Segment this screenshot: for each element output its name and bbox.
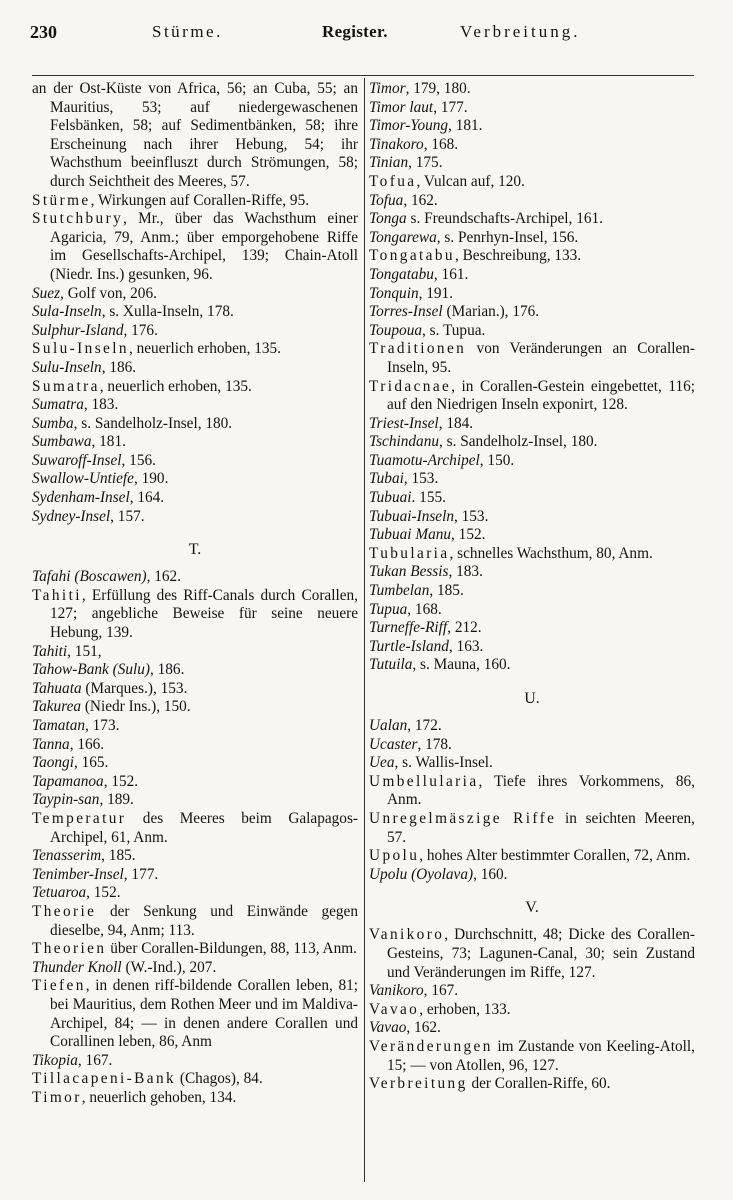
index-term: Sulu-Inseln [32,340,129,358]
right-index-column [369,80,695,1094]
index-references: , 184. [438,414,474,432]
index-references: , erhoben, 133. [419,1000,511,1018]
index-references: , 177. [433,98,468,116]
index-term: Vavao [369,1000,420,1018]
index-references: (Niedr Ins.), 150. [81,698,191,716]
index-term: Tafahi (Boscawen) [32,568,147,586]
index-references: , 167. [77,1051,113,1069]
index-term: Vanikoro [369,982,424,1000]
index-references: , 152. [103,772,139,790]
index-term: Tubuai [369,489,412,507]
index-references: , in denen riff-bildende Corallen leben, 81; bei Mauritius, dem Rothen Meer und im Maldiva-Archipel, 84; — in denen andere Corallen und Corallinen leben, 86, Anm [50,977,358,1051]
index-term: Tahiti [32,586,82,604]
index-term: Tiefen [32,977,86,995]
index-entry [369,117,695,136]
index-term: Swallow-Untiefe [32,470,134,488]
index-references: , 162. [406,1019,441,1037]
index-term: Tukan Bessis [369,563,449,581]
index-entry [369,378,695,415]
index-references: (Marian.), 176. [442,303,540,321]
index-references: , 166. [69,735,105,753]
index-references: , 153. [453,507,489,525]
index-term: Upolu (Oyolava) [369,865,474,883]
index-references: , 165. [73,754,109,772]
index-term: Tschindanu [369,433,439,451]
index-entry [369,982,695,1001]
index-term: Tonquin [369,284,419,302]
index-references: , 183. [83,396,119,414]
index-references: , 178. [417,735,452,753]
index-entry [369,173,695,192]
index-term: Timor-Young [369,117,449,135]
index-term: Timor laut [369,98,434,116]
index-entry [369,545,695,564]
index-references: , 190. [133,470,169,488]
index-entry [32,717,358,736]
index-term: Ucaster [369,735,418,753]
index-term: Sulu-Inseln [32,358,102,376]
index-references: (Marques.), 153. [81,679,188,697]
index-entry [32,1070,358,1089]
index-entry [32,303,358,322]
index-entry [32,359,358,378]
index-references: , 175. [408,154,443,172]
index-entry [369,99,695,118]
index-term: Sumatra [32,377,100,395]
header-center-title: Register. [322,22,388,41]
index-references: , 177. [123,865,159,883]
index-term: Timor [369,80,406,97]
index-entry [369,433,695,452]
index-term: Tillacapeni-Bank [32,1070,177,1088]
left-index-column [32,80,358,1107]
index-references: , schnelles Wachsthum, 80, Anm. [449,544,653,562]
index-entry [32,866,358,885]
index-term: Tahow-Bank (Sulu) [32,661,150,679]
index-term: Sumatra [32,396,84,414]
index-references: im Zustande von Keeling-Atoll, 15; — von Atollen, 96, 127. [387,1037,695,1074]
index-term: Sulphur-Island [32,321,124,339]
index-references: , 185. [101,847,136,865]
index-references: , neuerlich erhoben, 135. [128,340,282,358]
index-term: Theorien [32,940,107,958]
index-references: , Golf von, 206. [60,284,157,302]
index-term: Tonga [369,210,407,228]
index-term: Tubularia [369,544,450,562]
index-entry [369,192,695,211]
index-entry [369,210,695,229]
index-references: s. Freundschafts-Archipel, 161. [406,210,603,228]
index-references: , 157. [110,507,145,525]
index-term: Sula-Inseln [32,303,102,321]
index-entry [369,80,695,99]
index-term: Tahuata [32,679,82,697]
index-references: , 172. [407,717,442,734]
index-references: (W.-Ind.), 207. [121,958,217,976]
index-references: . 155. [411,489,446,507]
index-references: , 191. [418,284,454,302]
index-references: , Tiefe ihres Vorkommens, 86, Anm. [387,772,695,809]
index-entry [369,1038,695,1075]
header-left-title: Stürme. [152,22,223,41]
index-term: Tofua [369,172,417,190]
index-term: Tutuila [369,656,413,674]
index-entry [369,322,695,341]
index-entry [32,568,358,587]
index-references: , 156. [121,451,156,469]
index-entry [369,619,695,638]
index-entry [32,791,358,810]
index-term: Turneffe-Riff [369,619,448,637]
index-entry [32,940,358,959]
index-references: , 183. [448,563,483,581]
index-term: Tubuai-Inseln [369,507,454,525]
index-entry [32,1052,358,1071]
page-number: 230 [30,22,57,42]
index-references: , Mr., über das Wachsthum einer Agaricia, 79, Anm.; über emporgehobene Riffe im Gesellschafts-Archipel, 139; Chain-Atoll (Niedr. Ins.) gesunken, 96. [50,210,358,283]
section-letter: T. [188,541,202,559]
index-term: Theorie [32,902,97,920]
index-term: Tinian [369,154,409,172]
index-entry [369,285,695,304]
index-entry [32,489,358,508]
index-term: Sydney-Insel [32,507,111,525]
index-term: Tenimber-Insel [32,865,124,883]
index-term: Torres-Insel [369,303,443,321]
index-term: Tongarewa [369,228,437,246]
running-header [30,22,710,52]
index-references: , 162. [146,568,182,586]
index-references: von Veränderungen an Corallen-Inseln, 95. [387,340,695,376]
index-references: , 168. [423,135,459,153]
index-term: Thunder Knoll [32,958,122,976]
index-entry [369,415,695,434]
index-entry [369,154,695,173]
index-references: , 163. [448,637,484,655]
index-entry [369,866,695,885]
index-entry [32,470,358,489]
index-term: Vanikoro [369,926,445,944]
index-references: , 186. [149,661,185,679]
index-entry [369,656,695,675]
index-term: Stürme [32,191,91,209]
index-references: , 161. [433,265,469,283]
index-entry [369,810,695,847]
index-entry [369,508,695,527]
index-references: , 173. [85,717,120,734]
index-entry [32,508,358,527]
index-entry [369,736,695,755]
index-term: Stutchbury [32,210,124,228]
index-entry [32,452,358,471]
index-references: , s. Tupua. [422,321,486,339]
index-entry [32,322,358,341]
index-references: , neuerlich erhoben, 135. [99,377,252,395]
index-term: Tumbelan [369,582,430,600]
index-term: Traditionen [369,340,467,358]
index-entry [32,340,358,359]
index-references: , s. Sandelholz-Insel, 180. [73,414,233,432]
index-entry [369,1019,695,1038]
index-term: Turtle-Island [369,637,449,655]
index-references: , 150. [479,451,515,469]
index-term: Tridacnae [369,377,452,395]
index-references: , 176. [123,321,158,339]
index-references: , neuerlich gehoben, 134. [81,1088,237,1106]
index-term: Tongatabu [369,247,455,265]
index-entry [369,638,695,657]
index-references: , 153. [403,470,439,488]
index-term: Tapamanoa [32,772,104,790]
index-term: Vavao [369,1019,407,1037]
index-references: an der Ost-Küste von Africa, 56; an Cuba, 55; an Mauritius, 53; auf niedergewaschenen Felsbänken, 58; auf Sedimentbänken, 58; ihre Erscheinung nach ihrer Hebung, 54; ihr Wachsthum beeinfluszt durch Strömungen, 58; durch Seichtheit des Meeres, 57. [32,80,358,190]
index-references: , Beschreibung, 133. [454,247,582,265]
index-entry [369,470,695,489]
index-term: Sumba [32,414,74,432]
index-entry [369,926,695,982]
index-references: , s. Mauna, 160. [412,656,511,674]
index-term: Verbreitung [369,1075,468,1093]
index-entry [32,754,358,773]
index-term: Ualan [369,717,408,734]
index-references: in seichten Meeren, 57. [387,809,695,846]
index-entry [369,717,695,736]
index-entry [369,452,695,471]
index-entry [369,563,695,582]
index-entry [369,229,695,248]
index-references: , 168. [407,600,442,618]
index-term: Takurea [32,698,82,716]
index-term: Uea [369,754,395,772]
index-entry [32,884,358,903]
index-entry [32,210,358,284]
index-references: , in Corallen-Gestein eingebettet, 116; auf den Niedrigen Inseln exponirt, 128. [387,377,695,414]
index-entry [32,959,358,978]
index-references: , Vulcan auf, 120. [416,172,525,190]
index-entry [32,433,358,452]
index-references: , 181. [448,117,483,135]
index-references: , 179, 180. [405,80,471,97]
index-term: Suez [32,284,61,302]
index-term: Tinakoro [369,135,424,153]
index-references: , 185. [429,582,464,600]
index-entry [32,587,358,643]
index-entry [32,698,358,717]
index-entry [32,192,358,211]
index-entry [369,754,695,773]
index-entry [32,977,358,1051]
index-entry [369,773,695,810]
index-references: , s. Sandelholz-Insel, 180. [439,433,598,451]
index-references: des Meeres beim Galapagos-Archipel, 61, Anm. [50,809,358,846]
index-entry [32,736,358,755]
column-divider [364,78,365,1182]
index-term: Tubai [369,470,404,488]
index-references: , 160. [473,865,508,883]
index-references: , 151, [67,642,102,660]
index-entry [369,582,695,601]
index-entry [32,415,358,434]
index-term: Tamatan [32,717,85,734]
index-term: Umbellularia [369,772,479,790]
index-references: , 152. [451,526,486,544]
header-rule [32,75,694,76]
index-entry [32,378,358,397]
index-entry [369,340,695,377]
index-references: , hohes Alter bestimmter Corallen, 72, Anm. [419,847,691,865]
index-term: Timor [32,1088,82,1106]
index-entry [369,526,695,545]
index-term: Suwaroff-Insel [32,451,122,469]
section-letter: U. [524,690,540,707]
index-entry [32,680,358,699]
index-references: , 164. [129,489,165,507]
index-entry [32,396,358,415]
index-references: , 162. [403,191,438,209]
index-references: der Senkung und Einwände gegen dieselbe, 94, Anm; 113. [50,902,358,939]
index-term: Upolu [369,847,420,865]
index-term: Tupua [369,600,408,618]
index-entry [32,903,358,940]
index-term: Taongi [32,754,74,772]
index-entry [32,847,358,866]
index-references: (Chagos), 84. [176,1070,263,1088]
index-entry [32,810,358,847]
index-references: , Wirkungen auf Corallen-Riffe, 95. [90,191,310,209]
index-entry [369,1001,695,1020]
index-references: , Durchschnitt, 48; Dicke des Corallen-Gesteins, 73; Lagunen-Canal, 30; sein Zustand und Veränderungen im Riffe, 127. [387,926,695,981]
index-term: Sydenham-Insel [32,489,130,507]
index-term: Tuamotu-Archipel [369,451,480,469]
index-term: Veränderungen [369,1037,493,1055]
index-term: Taypin-san [32,791,100,809]
index-entry [32,285,358,304]
index-term: Tubuai Manu [369,526,452,544]
index-references: , Erfüllung des Riff-Canals durch Corallen, 127; angebliche Beweise für seine neuere Hebung, 139. [50,586,358,642]
index-term: Unregelmäszige Riffe [369,809,557,827]
index-entry [32,80,358,192]
index-entry [32,1089,358,1108]
index-references: , 189. [99,791,134,809]
index-term: Tongatabu [369,265,434,283]
index-term: Sumbawa [32,433,92,451]
index-references: der Corallen-Riffe, 60. [467,1075,611,1093]
index-references: , 186. [101,358,137,376]
index-entry [369,1075,695,1094]
index-entry [32,661,358,680]
index-entry [369,847,695,866]
index-references: über Corallen-Bildungen, 88, 113, Anm. [106,940,357,958]
section-letter: V. [525,899,539,917]
index-term: Toupoua [369,321,422,339]
index-term: Tanna [32,735,70,753]
index-entry [32,773,358,792]
index-entry [369,303,695,322]
index-term: Tenasserim [32,847,102,865]
index-references: , s. Wallis-Insel. [394,754,493,772]
index-term: Tikopia [32,1051,78,1069]
index-references: , 167. [423,982,459,1000]
index-references: , 212. [447,619,482,637]
index-term: Temperatur [32,809,127,827]
header-right-title: Verbreitung. [460,22,581,41]
index-entry [369,136,695,155]
index-term: Tahiti [32,642,68,660]
index-references: , s. Xulla-Inseln, 178. [101,303,234,321]
index-entry [369,266,695,285]
index-entry [369,601,695,620]
index-term: Triest-Insel [369,414,439,432]
index-references: , 152. [86,884,121,902]
index-entry [369,489,695,508]
index-references: , s. Penrhyn-Insel, 156. [436,228,579,246]
index-entry [369,247,695,266]
index-references: , 181. [91,433,126,451]
index-term: Tetuaroa [32,884,87,902]
index-entry [32,643,358,662]
index-term: Tofua [369,191,404,209]
